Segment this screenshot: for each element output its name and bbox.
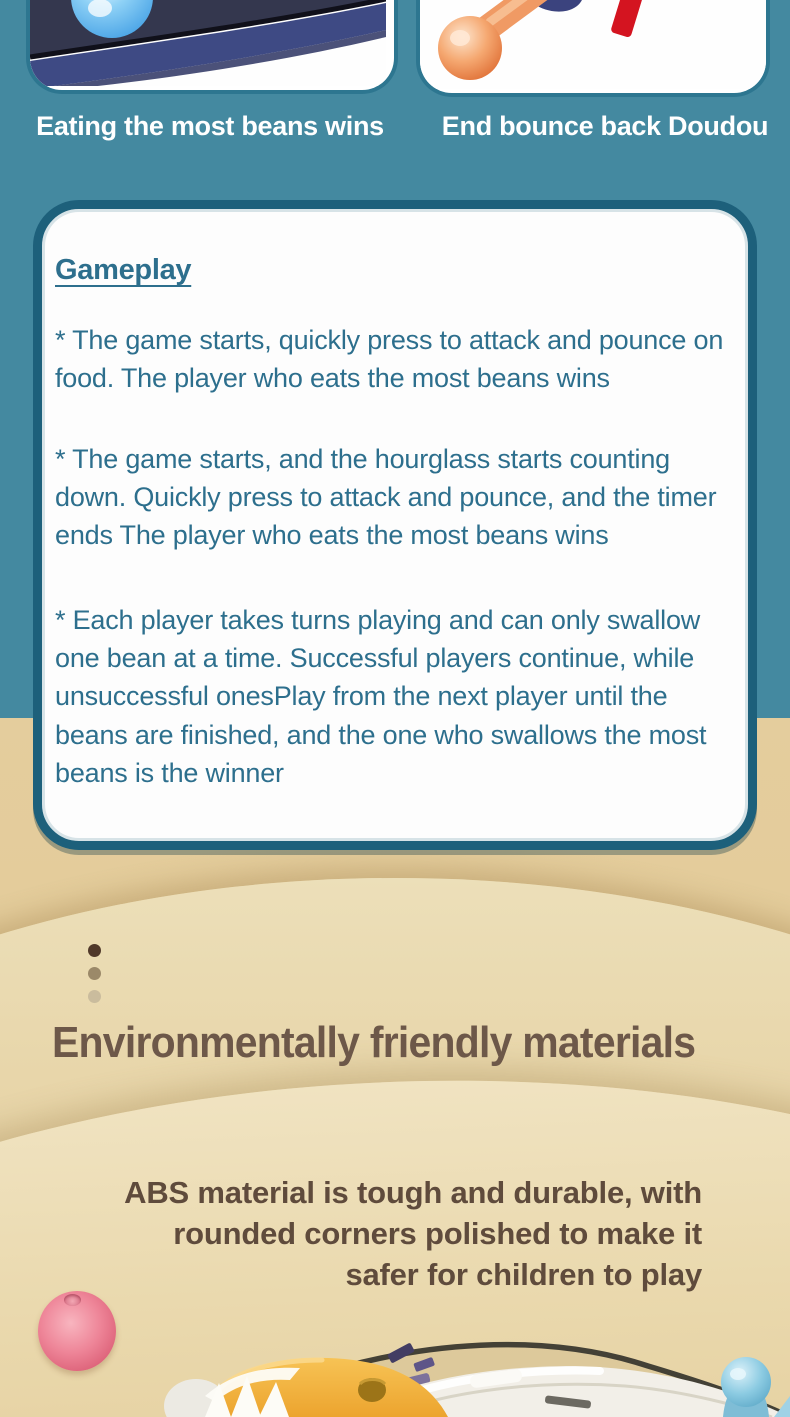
materials-heading: Environmentally friendly materials — [52, 1018, 696, 1067]
feature-photo-bounce-back — [416, 0, 770, 97]
feature-photo-blue-bean-track — [26, 0, 398, 94]
dot-light — [88, 990, 101, 1003]
feature-captions — [0, 111, 790, 142]
blue-bean-track-image — [30, 0, 386, 86]
materials-description-line-3: safer for children to play — [345, 1257, 702, 1292]
caption-end-bounce-back: End bounce back Doudou — [441, 111, 769, 141]
gameplay-rule-1: * The game starts, quickly press to attack and pounce on food. The player who eats the most beans wins — [55, 325, 724, 394]
gameplay-rule-2: * The game starts, and the hourglass starts counting down. Quickly press to attack and pounce, and the timer ends The player who eats the most beans wins — [55, 443, 717, 551]
gameplay-title: Gameplay — [55, 254, 192, 286]
caption-eating-most-beans: Eating the most beans wins — [36, 111, 384, 141]
dot-dark — [88, 944, 101, 957]
gameplay-rules-card — [33, 200, 757, 850]
orange-knob-red-lever-image — [420, 0, 766, 89]
materials-description-line-2: rounded corners polished to make it — [173, 1216, 702, 1251]
materials-description-line-1: ABS material is tough and durable, with — [124, 1175, 702, 1210]
decorative-dots — [88, 944, 101, 1003]
gameplay-rule-3: * Each player takes turns playing and can only swallow one bean at a time. Successful players continue, while unsuccessful onesPlay from the next player until the beans are finished, and the one who swallows the most beans is the winner — [55, 604, 707, 788]
dot-medium — [88, 967, 101, 980]
toy-base-image — [0, 1276, 790, 1417]
